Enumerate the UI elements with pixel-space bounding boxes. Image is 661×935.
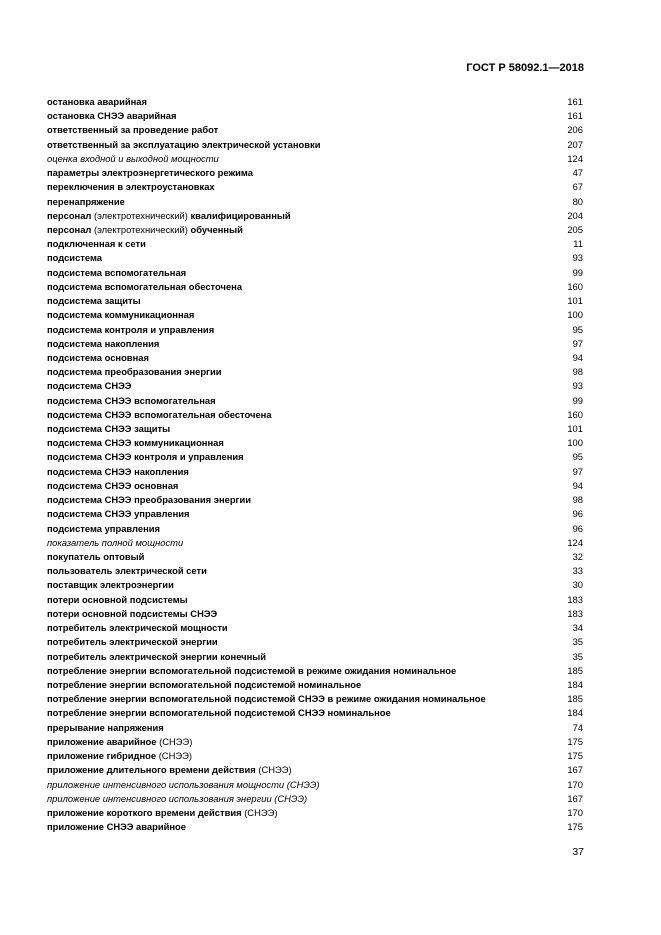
index-page-ref: 47	[572, 167, 583, 179]
index-term	[47, 251, 102, 265]
index-page-ref: 101	[567, 423, 583, 435]
index-term-part: потребление энергии вспомогательной подсистемой номинальное	[47, 678, 362, 690]
index-term	[47, 792, 307, 806]
index-term-part: приложение гибридное	[47, 750, 159, 762]
index-entry	[47, 749, 583, 763]
index-entry	[47, 337, 583, 351]
index-term	[47, 408, 272, 422]
index-page-ref: 167	[567, 792, 583, 804]
index-page-ref: 33	[572, 565, 583, 577]
index-page-ref: 167	[567, 764, 583, 776]
index-term-part: ответственный за проведение работ	[47, 124, 219, 136]
index-term-part: потребление энергии вспомогательной подсистемой СНЭЭ номинальное	[47, 707, 391, 719]
index-entry	[47, 180, 583, 194]
index-term-part: потери основной подсистемы	[47, 593, 188, 605]
index-entry	[47, 109, 583, 123]
index-entry	[47, 294, 583, 308]
index-page-ref: 34	[572, 622, 583, 634]
page-number: 37	[572, 846, 584, 858]
index-page-ref: 184	[567, 678, 583, 690]
index-entry	[47, 450, 583, 464]
index-entry	[47, 635, 583, 649]
index-term-part: потребление энергии вспомогательной подсистемой в режиме ожидания номинальное	[47, 664, 457, 676]
index-page-ref: 100	[567, 309, 583, 321]
index-term	[47, 721, 164, 735]
index-entry	[47, 721, 583, 735]
index-term-part: (СНЭЭ)	[244, 806, 278, 818]
index-page-ref: 161	[567, 96, 583, 107]
index-term	[47, 621, 228, 635]
index-term-part: подсистема основная	[47, 351, 149, 363]
index-entry	[47, 209, 583, 223]
index-term	[47, 450, 244, 464]
index-page-ref: 175	[567, 821, 583, 833]
index-entry	[47, 251, 583, 265]
index-term	[47, 507, 189, 521]
index-term-part: приложение интенсивного использования мощности (СНЭЭ)	[47, 778, 320, 790]
index-page-ref: 96	[572, 522, 583, 534]
index-term-part: подсистема СНЭЭ вспомогательная обесточена	[47, 408, 272, 420]
index-term	[47, 266, 186, 280]
index-page-ref: 94	[572, 351, 583, 363]
index-term-part: потребитель электрической энергии конечный	[47, 650, 267, 662]
index-term-part: (электротехнический)	[93, 223, 191, 235]
index-term-part: подсистема контроля и управления	[47, 323, 215, 335]
index-term-part: подсистема управления	[47, 522, 160, 534]
index-entry	[47, 536, 583, 550]
index-term	[47, 763, 292, 777]
index-term	[47, 223, 243, 237]
index-term	[47, 635, 218, 649]
index-entry	[47, 280, 583, 294]
index-page-ref: 101	[567, 295, 583, 307]
index-term-part: подсистема СНЭЭ основная	[47, 479, 179, 491]
index-term-part: подсистема	[47, 252, 102, 264]
index-term-part: потребитель электрической мощности	[47, 622, 228, 634]
index-entry	[47, 578, 583, 592]
document-code: ГОСТ Р 58092.1—2018	[466, 62, 584, 74]
index-term	[47, 109, 176, 123]
index-page-ref: 98	[572, 494, 583, 506]
index-page-ref: 183	[567, 607, 583, 619]
index-entry	[47, 323, 583, 337]
index-term-part: параметры электроэнергетического режима	[47, 167, 253, 179]
index-page-ref: 11	[573, 238, 583, 250]
index-page-ref: 93	[572, 380, 583, 392]
index-term	[47, 195, 125, 209]
index-term-part: подсистема вспомогательная обесточена	[47, 280, 243, 292]
index-term-part: потребитель электрической энергии	[47, 636, 218, 648]
index-entry	[47, 593, 583, 607]
index-page-ref: 99	[572, 266, 583, 278]
index-term-part: (электротехнический)	[93, 209, 191, 221]
index-term-part: (СНЭЭ)	[258, 764, 292, 776]
index-entry	[47, 365, 583, 379]
index-page-ref: 161	[567, 110, 583, 122]
index-term-part: приложение аварийное	[47, 735, 160, 747]
index-term-part: подсистема преобразования энергии	[47, 366, 222, 378]
index-term	[47, 749, 192, 763]
index-entry	[47, 465, 583, 479]
index-term	[47, 138, 320, 152]
index-term	[47, 650, 266, 664]
index-term-part: показатель полной мощности	[47, 536, 184, 548]
index-page-ref: 35	[572, 650, 583, 662]
index-term-part: покупатель оптовый	[47, 551, 145, 562]
index-entry	[47, 607, 583, 621]
index-page-ref: 96	[572, 508, 583, 520]
index-entry	[47, 394, 583, 408]
index-page-ref: 185	[567, 664, 583, 676]
index-term-part: подсистема СНЭЭ вспомогательная	[47, 394, 216, 406]
index-entry	[47, 138, 583, 152]
index-entry	[47, 763, 583, 777]
index-term	[47, 593, 188, 607]
index-term	[47, 692, 486, 706]
index-page-ref: 30	[572, 579, 583, 591]
index-page-ref: 74	[572, 721, 583, 733]
index-term	[47, 735, 192, 749]
index-term	[47, 465, 189, 479]
index-entry	[47, 479, 583, 493]
index-term-part: подключенная к сети	[47, 238, 146, 250]
index-page-ref: 206	[567, 124, 583, 136]
index-entry	[47, 436, 583, 450]
index-entry	[47, 422, 583, 436]
index-term-part: обученный	[190, 223, 243, 235]
index-term	[47, 664, 456, 678]
index-term-part: подсистема защиты	[47, 295, 141, 307]
index-term-part: приложение короткого времени действия	[47, 806, 245, 818]
index-entry	[47, 195, 583, 209]
index-term	[47, 95, 147, 109]
index-page-ref: 97	[572, 465, 583, 477]
index-term	[47, 323, 214, 337]
index-page-ref: 170	[567, 778, 583, 790]
index-term	[47, 394, 216, 408]
index-entry	[47, 152, 583, 166]
index-term-part: остановка СНЭЭ аварийная	[47, 110, 177, 122]
index-page-ref: 67	[572, 181, 583, 193]
index-term	[47, 820, 186, 834]
index-term	[47, 152, 219, 166]
index-term-part: прерывание напряжения	[47, 721, 164, 733]
index-term	[47, 706, 391, 720]
index-page-ref: 95	[572, 451, 583, 463]
index-term-part: подсистема СНЭЭ коммуникационная	[47, 437, 224, 449]
index-term-part: подсистема СНЭЭ защиты	[47, 423, 171, 435]
index-entry	[47, 820, 583, 834]
index-term	[47, 778, 320, 792]
index-term	[47, 379, 131, 393]
index-page-ref: 204	[567, 209, 583, 221]
index-entry	[47, 550, 583, 564]
index-entry	[47, 650, 583, 664]
index-entry	[47, 792, 583, 806]
index-term	[47, 678, 361, 692]
index-term-part: остановка аварийная	[47, 96, 147, 107]
index-term	[47, 365, 222, 379]
index-page-ref: 183	[567, 593, 583, 605]
index-term-part: подсистема СНЭЭ накопления	[47, 465, 189, 477]
index-entry	[47, 522, 583, 536]
index-page-ref: 175	[567, 735, 583, 747]
index-page-ref: 170	[567, 806, 583, 818]
index-entry	[47, 237, 583, 251]
index-page-ref: 160	[567, 408, 583, 420]
index-page-ref: 97	[572, 337, 583, 349]
index-page-ref: 175	[567, 750, 583, 762]
index-term-part: переключения в электроустановках	[47, 181, 215, 193]
index-term-part: приложение СНЭЭ аварийное	[47, 821, 186, 833]
index-term	[47, 806, 277, 820]
index-term	[47, 123, 218, 137]
index-entry	[47, 507, 583, 521]
index-term	[47, 536, 183, 550]
index-entry	[47, 778, 583, 792]
index-page-ref: 160	[567, 280, 583, 292]
index-term-part: (СНЭЭ)	[158, 750, 192, 762]
index-page-ref: 94	[572, 479, 583, 491]
index-page-ref: 93	[572, 252, 583, 264]
index-term-part: подсистема СНЭЭ управления	[47, 508, 190, 520]
index-entry	[47, 664, 583, 678]
index-entry	[47, 806, 583, 820]
index-entry	[47, 692, 583, 706]
index-term	[47, 280, 242, 294]
index-term-part: персонал	[47, 209, 94, 221]
index-term	[47, 550, 144, 564]
index-term-part: перенапряжение	[47, 195, 125, 207]
index-term	[47, 209, 291, 223]
index-term-part: оценка входной и выходной мощности	[47, 152, 219, 164]
index-term-part: подсистема СНЭЭ преобразования энергии	[47, 494, 251, 506]
index-term-part: приложение длительного времени действия	[47, 764, 259, 776]
index-page-ref: 100	[567, 437, 583, 449]
index-entry	[47, 95, 583, 109]
index-entry	[47, 351, 583, 365]
index-entry	[47, 564, 583, 578]
index-term	[47, 351, 149, 365]
index-term	[47, 479, 178, 493]
index-page-ref: 32	[572, 551, 583, 562]
index-entry	[47, 706, 583, 720]
index-page-ref: 185	[567, 693, 583, 705]
index-term	[47, 493, 251, 507]
index-term	[47, 180, 215, 194]
index-term	[47, 308, 194, 322]
index-term-part: (СНЭЭ)	[159, 735, 193, 747]
index-term-part: подсистема вспомогательная	[47, 266, 187, 278]
index-page-ref: 35	[572, 636, 583, 648]
index-entry	[47, 123, 583, 137]
index-term	[47, 166, 253, 180]
alphabetical-index	[47, 95, 583, 834]
index-entry	[47, 735, 583, 749]
index-term	[47, 578, 174, 592]
index-term	[47, 294, 141, 308]
index-term	[47, 564, 207, 578]
index-term-part: поставщик электроэнергии	[47, 579, 174, 591]
index-term-part: подсистема коммуникационная	[47, 309, 195, 321]
index-term	[47, 337, 159, 351]
index-term	[47, 607, 217, 621]
index-page-ref: 124	[567, 536, 583, 548]
index-term-part: приложение интенсивного использования энергии (СНЭЭ)	[47, 792, 308, 804]
index-term-part: подсистема СНЭЭ	[47, 380, 132, 392]
index-page-ref: 98	[572, 366, 583, 378]
index-page-ref: 184	[567, 707, 583, 719]
index-page-ref: 80	[572, 195, 583, 207]
index-entry	[47, 308, 583, 322]
index-entry	[47, 408, 583, 422]
index-term	[47, 422, 170, 436]
index-term-part: подсистема СНЭЭ контроля и управления	[47, 451, 244, 463]
index-term-part: ответственный за эксплуатацию электрической установки	[47, 138, 321, 150]
index-entry	[47, 266, 583, 280]
index-term	[47, 436, 224, 450]
index-term-part: потери основной подсистемы СНЭЭ	[47, 607, 218, 619]
index-term-part: потребление энергии вспомогательной подсистемой СНЭЭ в режиме ожидания номинальное	[47, 693, 486, 705]
index-entry	[47, 379, 583, 393]
index-page-ref: 95	[572, 323, 583, 335]
index-term	[47, 237, 146, 251]
index-page-ref: 99	[572, 394, 583, 406]
index-term-part: пользователь электрической сети	[47, 565, 207, 577]
index-page-ref: 207	[567, 138, 583, 150]
index-term-part: квалифицированный	[190, 209, 291, 221]
index-entry	[47, 621, 583, 635]
index-page-ref: 124	[567, 152, 583, 164]
index-term-part: персонал	[47, 223, 94, 235]
index-term	[47, 522, 160, 536]
index-entry	[47, 493, 583, 507]
index-entry	[47, 223, 583, 237]
index-term-part: подсистема накопления	[47, 337, 160, 349]
index-entry	[47, 166, 583, 180]
index-page-ref: 205	[567, 223, 583, 235]
index-entry	[47, 678, 583, 692]
